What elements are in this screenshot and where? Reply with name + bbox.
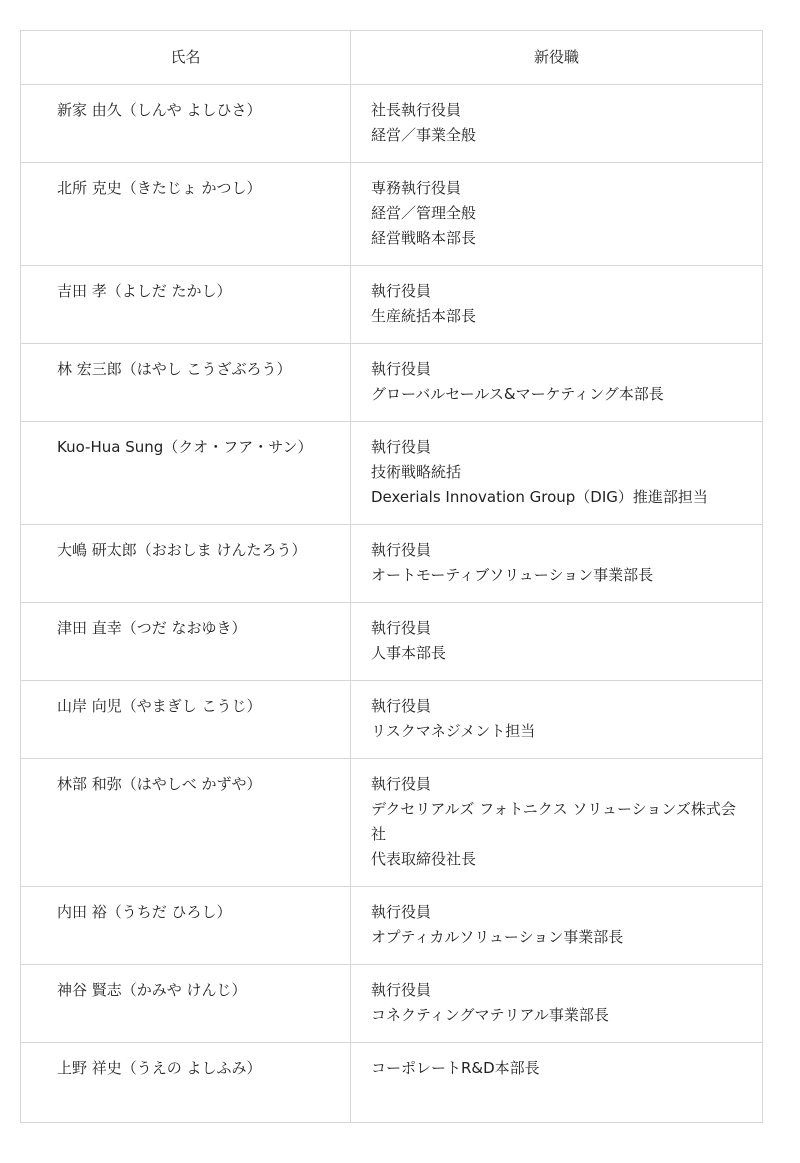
role-line: 執行役員 [371,903,432,921]
role-line: 執行役員 [371,697,432,715]
officer-name: 内田 裕（うちだ ひろし） [21,887,351,965]
role-line: 経営／事業全般 [371,126,477,144]
table-row [21,422,763,525]
table-header-row [21,31,763,85]
officer-roles [351,422,763,525]
table-row [21,603,763,681]
officer-roles [351,163,763,266]
table-row [21,759,763,887]
role-line: グローバルセールス&マーケティング本部長 [371,385,664,403]
role-line: 技術戦略統括 [371,463,462,481]
role-line: 執行役員 [371,541,432,559]
officer-roles [351,85,763,163]
table-row [21,887,763,965]
table-row [21,525,763,603]
officer-roles [351,1043,763,1123]
role-line: 執行役員 [371,775,432,793]
role-line: オートモーティブソリューション事業部長 [371,566,654,584]
role-line: 社長執行役員 [371,101,462,119]
officer-name: 上野 祥史（うえの よしふみ） [21,1043,351,1123]
table-row [21,681,763,759]
officer-roles [351,887,763,965]
header-name: 氏名 [21,31,351,85]
role-line: 生産統括本部長 [371,307,477,325]
role-line: デクセリアルズ フォトニクス ソリューションズ株式会社 [371,800,736,843]
role-line: 経営戦略本部長 [371,229,477,247]
officer-roles [351,681,763,759]
table-row [21,344,763,422]
role-line: 人事本部長 [371,644,447,662]
role-line: 執行役員 [371,981,432,999]
officer-name: 大嶋 研太郎（おおしま けんたろう） [21,525,351,603]
officer-name: 津田 直幸（つだ なおゆき） [21,603,351,681]
officer-name: 山岸 向児（やまぎし こうじ） [21,681,351,759]
role-line: コーポレートR&D本部長 [371,1059,540,1077]
officer-table [20,30,763,1123]
role-line: 執行役員 [371,438,432,456]
officer-name: 林 宏三郎（はやし こうざぶろう） [21,344,351,422]
officer-roles [351,603,763,681]
officer-roles [351,344,763,422]
role-line: コネクティングマテリアル事業部長 [371,1006,609,1024]
officer-roles [351,759,763,887]
role-line: リスクマネジメント担当 [371,722,536,740]
table-row [21,163,763,266]
officer-roles [351,266,763,344]
role-line: Dexerials Innovation Group（DIG）推進部担当 [371,488,708,506]
table-row [21,1043,763,1123]
officer-name: Kuo-Hua Sung（クオ・フア・サン） [21,422,351,525]
header-role: 新役職 [351,31,763,85]
table-row [21,965,763,1043]
officer-roles [351,965,763,1043]
table-row [21,266,763,344]
role-line: 執行役員 [371,619,432,637]
officer-name: 北所 克史（きたじょ かつし） [21,163,351,266]
role-line: 専務執行役員 [371,179,462,197]
role-line: 執行役員 [371,360,432,378]
role-line: 執行役員 [371,282,432,300]
officer-roles [351,525,763,603]
role-line: 代表取締役社長 [371,850,477,868]
officer-name: 新家 由久（しんや よしひさ） [21,85,351,163]
officer-name: 神谷 賢志（かみや けんじ） [21,965,351,1043]
role-line: 経営／管理全般 [371,204,477,222]
table-row [21,85,763,163]
officer-name: 吉田 孝（よしだ たかし） [21,266,351,344]
role-line: オプティカルソリューション事業部長 [371,928,624,946]
officer-name: 林部 和弥（はやしべ かずや） [21,759,351,887]
